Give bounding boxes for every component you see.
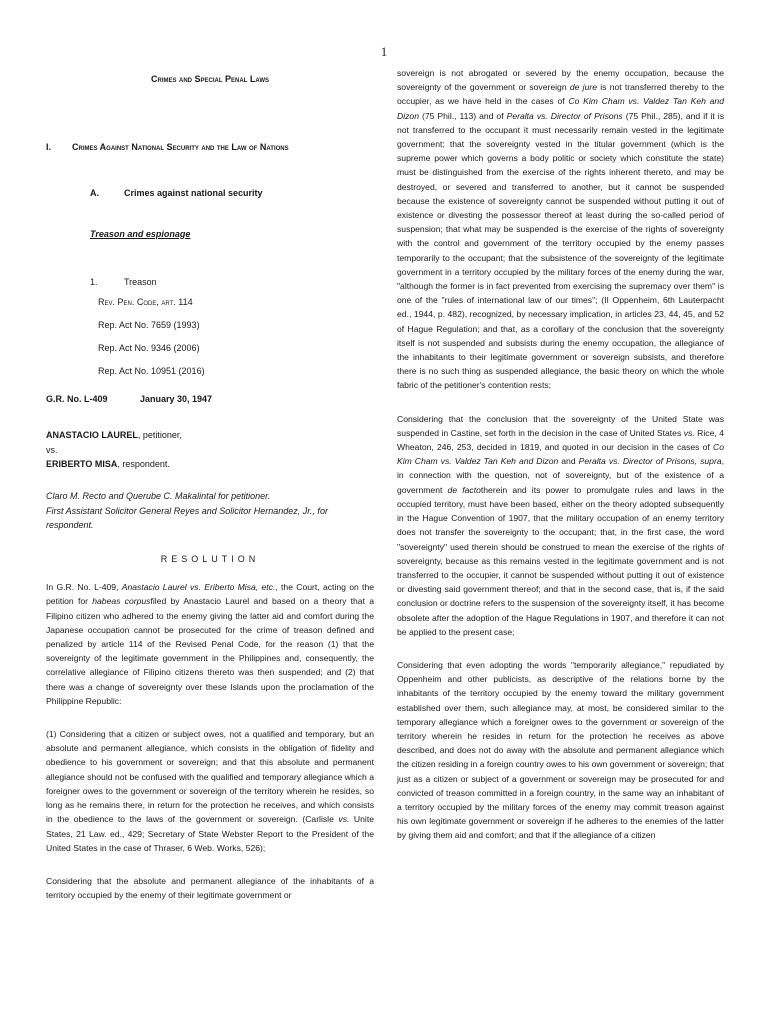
text-run: Considering that the conclusion that the sovereignty of the United State was suspended in Castine, set forth in the decision in the case of United States — [397, 413, 724, 438]
subsection-label: Crimes against national security — [124, 188, 263, 199]
case-name: Peralta vs. Director of Prisons — [506, 110, 623, 121]
page-number: 1 — [380, 44, 388, 59]
text-run: , in connection with the question, not of sovereignty, but of the existence of a government — [397, 456, 724, 495]
text-run: filed by Anastacio Laurel and based on a theory that a Filipino citizen who adhered to the enemy giving the latter aid and comfort during the Japanese occupation cannot be prosecuted for the crime of treason defined and penalized by article 114 of the Revised Penal Code, for the reason (1) that the sovereignty of the legitimate government in the Philippines and, consequently, the correlative allegiance of Filipino citizens thereto was then suspended; and (2) that there was a change of sovereignty over these Islands upon the proclamation of the Philippine Republic: — [46, 596, 374, 706]
petitioner-name: ANASTACIO LAUREL — [46, 430, 138, 441]
body-paragraph: Considering that even adopting the words "temporarily allegiance," repudiated by Oppenheim and other publicists, as descriptive of the relations borne by the inhabitants of the territory occupied by the enemy toward the military government established over them, such allegiance may, at most, be considered similar to the temporary allegiance which a foreigner owes to the government or sovereign of the territory wherein he resides in return for the protection he receives as above described, and does not do away with the absolute and permanent allegiance which the citizen residing in a foreign country owes to his own government or sovereign; that just as a citizen or subject of a government or sovereign may be prosecuted for and convicted of treason committed in a foreign country, in the same way an inhabitant of a territory occupied by the military forces of the enemy may commit treason against his own legitimate government or sovereign if he adheres to the enemies of the latter by giving them aid and comfort; and that if the allegiance of a citizen — [397, 659, 724, 841]
counsel-block — [46, 489, 374, 532]
law-reference: Rep. Act No. 9346 (2006) — [98, 343, 200, 354]
body-paragraph — [397, 66, 724, 393]
text-run: sovereign is not abrogated or severed by the enemy occupation, because the sovereignty of the government or sovereign — [397, 68, 724, 93]
text-run: therein and its power to promulgate rules and laws in the occupied territory, must have been based, either on the theory adopted subsequently in the Hague Convention of 1907, that the military occupation of an enemy territory does not transfer the sovereignty to the occupant; that, in the first case, the word "sovereignty" used therein should be construed to mean the exercise of the rights of sovereignty, because as this remains vested in the legitimate government and is not transferred to the occupier, it cannot be suspended without putting it out of existence or divesting said government thereof; and that in the second case, that is, if the said conclusion or doctrine refers to the suspension of the sovereignty itself, it has become obsolete after the adoption of the Hague Regulations in 1907, and therefore it can not be applied to the present case; — [397, 484, 724, 637]
right-column — [397, 66, 724, 843]
law-reference: Rep. Act No. 10951 (2016) — [98, 366, 205, 377]
case-name: Co Kim Cham vs. Valdez Tan Keh and Dizon — [397, 442, 724, 467]
section-label: Crimes Against National Security and the Law of Nations — [72, 142, 289, 153]
text-run: (75 Phil., 285), and if it is not transferred to the occupant it must necessarily remain vested in the legitimate government; that the sovereignty vested in the titular government (which is the supreme power which governs a body politic or society which constitute the state) must be distinguished from the exercise of the rights inherent thereto, and may be destroyed, or severed and transferred to another, but it cannot be suspended because the existence of sovereignty cannot be suspended without putting it out of existence or divesting the possessor thereof at least during the so-called period of suspension; that what may be suspended is the exercise of the rights of sovereignty with the control and government of the territory occupied by the enemy passes temporarily to the occupant; that the subsistence of the sovereignty of the legitimate government in a territory occupied by the military forces of the enemy during the war, "although the former is in fact prevented from exercising the supremacy over them" is one of the "rules of international law of our times"; (II Oppenheim, 6th Lauterpacht ed., 1944, p. 482), recognized, by necessary implication, in articles 23, 44, 45, and 52 of Hague Regulation; and that, as a corollary of the conclusion that the sovereignty itself is not suspended and subsists during the enemy occupation, the allegiance of the inhabitants to their legitimate government or sovereign subsists, and therefore there is no such thing as suspended allegiance, the basic theory on which the whole fabric of the petitioner's contention rests; — [397, 110, 725, 391]
body-paragraph — [46, 727, 374, 855]
case-number-row — [46, 392, 374, 406]
text-run: (75 Phil., 113) and of — [418, 110, 507, 121]
counsel-respondent: First Assistant Solicitor General Reyes and Solicitor Hernandez, Jr., for respondent. — [46, 505, 328, 530]
section-number: I. — [46, 142, 52, 153]
law-reference: Rep. Act No. 7659 (1993) — [98, 320, 200, 331]
text-run: is not transferred thereby to the occupier, as we have held in the cases of — [397, 82, 724, 107]
case-gr-number: G.R. No. L-409 — [46, 394, 108, 405]
law-reference: Rev. Pen. Code, art. 114 — [98, 297, 193, 308]
latin-term: de facto — [447, 484, 481, 495]
versus-label: vs. — [46, 444, 58, 455]
subsection-number: A. — [90, 188, 99, 199]
case-name: Co Kim Cham vs. Valdez Tan Keh and Dizon — [397, 96, 724, 121]
item-label: Treason — [124, 276, 157, 287]
respondent-role: , respondent. — [117, 459, 170, 470]
section-heading — [46, 140, 374, 154]
case-name: Peralta vs. Director of Prisons, supra — [578, 456, 722, 467]
petitioner-role: , petitioner, — [137, 430, 182, 441]
latin-term: habeas corpus — [92, 596, 151, 607]
topic-heading: Treason and espionage — [90, 228, 191, 239]
body-paragraph — [397, 412, 724, 639]
text-run: Unite States, 21 Law. ed., 429; Secretary of State Webster Report to the President of the United States in the case of Thraser, 6 Web. Works, 526); — [46, 814, 374, 853]
subsection-heading — [90, 186, 374, 200]
resolution-heading: RESOLUTION — [160, 554, 260, 565]
text-run: Rice, 4 Wheaton, 246, 253, decided in 1819, and quoted in our decision in the cases of — [397, 427, 724, 453]
left-column — [46, 66, 374, 902]
item-number: 1. — [90, 276, 98, 287]
text-run: , the Court, acting on the petition for — [46, 582, 374, 607]
case-name: Anastacio Laurel vs. Eriberto Misa, etc. — [121, 582, 276, 593]
versus-italic: vs. — [338, 814, 350, 825]
text-run: (1) Considering that a citizen or subject owes, not a qualified and temporary, but an absolute and permanent allegiance, which consists in the obligation of fidelity and obedience to his government or sovereign; and that this absolute and permanent allegiance should not be confused with the qualified and temporary allegiance which a foreigner owes to the government or sovereign of the territory wherein he resides, so long as he remains there, in return for the protection he receives, and which consists in the obedience to the laws of the government or sovereign. (Carlisle — [46, 729, 374, 825]
text-run: and — [558, 456, 579, 467]
text-run: In G.R. No. L-409, — [46, 582, 122, 593]
case-date: January 30, 1947 — [140, 394, 213, 405]
counsel-petitioner: Claro M. Recto and Querube C. Makalintal for petitioner. — [46, 491, 271, 502]
parties-block — [46, 428, 374, 471]
body-paragraph — [46, 580, 374, 708]
body-paragraph: Considering that the absolute and permanent allegiance of the inhabitants of a territory occupied by the enemy of their legitimate government or — [46, 875, 374, 901]
respondent-name: ERIBERTO MISA — [46, 459, 118, 470]
versus-italic: vs. — [683, 427, 695, 438]
latin-term: de jure — [569, 82, 597, 93]
document-title: Crimes and Special Penal Laws — [150, 74, 269, 84]
item-heading — [90, 275, 374, 289]
